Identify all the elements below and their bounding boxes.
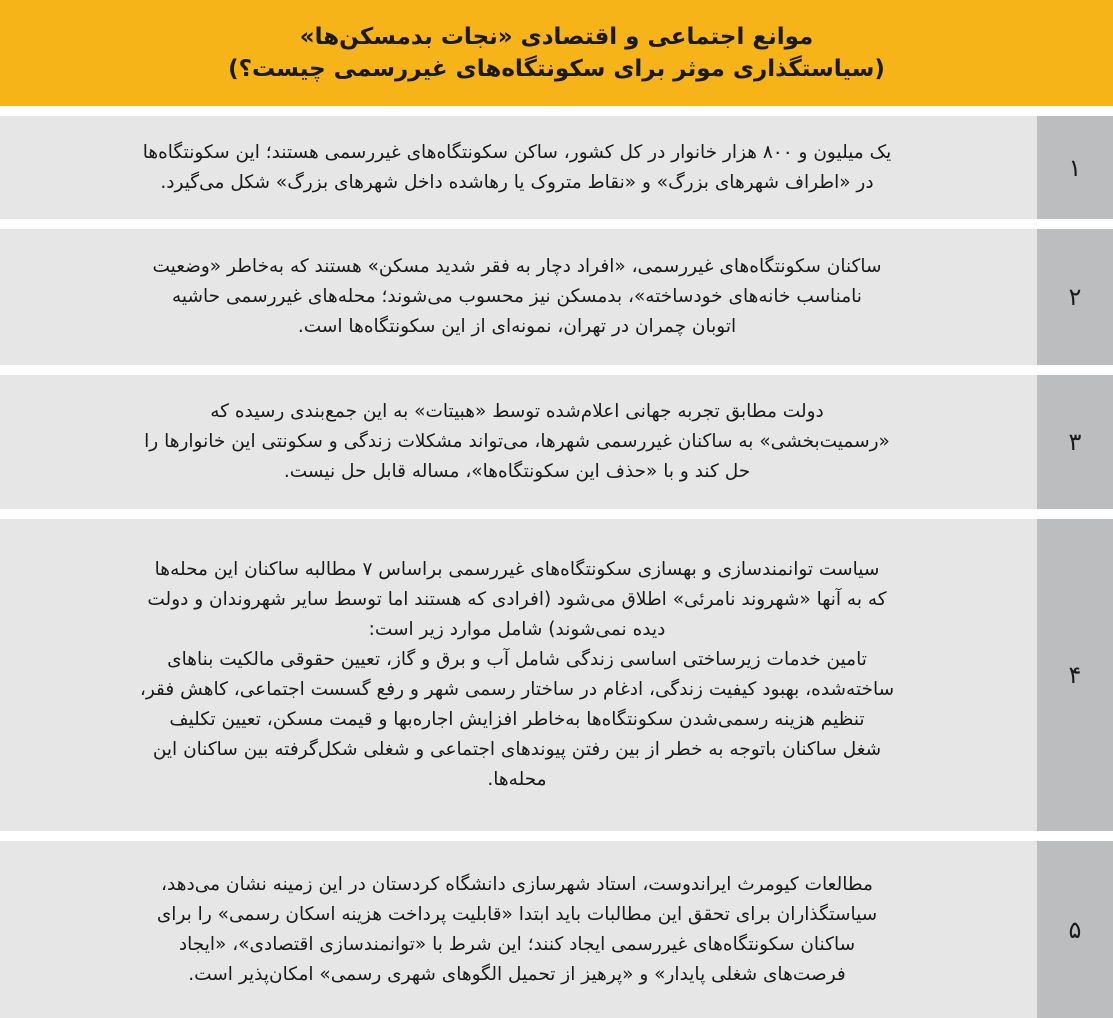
table-row <box>0 519 1113 831</box>
row-divider <box>0 219 1113 229</box>
row-number: ۲ <box>1037 229 1113 365</box>
row-content <box>8 116 1026 219</box>
row-text: دولت مطابق تجربه جهانی اعلام‌شده توسط «هبیتات» به این جمع‌بندی رسیده که «رسمیت‌بخشی» به ساکنان غیررسمی شهرها، می‌تواند مشکلات زندگی و سکونتی این خانوارها را حل کند و با «حذف این سکونتگاه‌ها»، مساله قابل حل نیست. <box>144 401 890 482</box>
table-row <box>0 841 1113 1018</box>
row-divider <box>0 106 1113 116</box>
row-number: ۱ <box>1037 116 1113 219</box>
row-text: مطالعات کیومرث ایراندوست، استاد شهرسازی دانشگاه کردستان در این زمینه نشان می‌دهد، سیاستگذاران برای تحقق این مطالبات باید ابتدا «قابلیت پرداخت هزینه اسکان رسمی» را برای ساکنان سکونتگاه‌های غیررسمی ایجاد کنند؛ این شرط با «توانمندسازی اقتصادی»، «ایجاد فرصت‌های شغلی پایدار» و «پرهیز از تحمیل الگوهای شهری رسمی» امکان‌پذیر است. <box>156 873 878 985</box>
row-content <box>8 841 1026 1018</box>
table-row <box>0 229 1113 365</box>
row-divider <box>0 831 1113 841</box>
title-line-1: موانع اجتماعی و اقتصادی «نجات بدمسکن‌ها» <box>299 24 814 50</box>
row-number: ۳ <box>1037 375 1113 509</box>
title-line-2: (سیاستگذاری موثر برای سکونتگاه‌های غیررسمی چیست؟) <box>228 56 885 82</box>
row-text: ساکنان سکونتگاه‌های غیررسمی، «افراد دچار به فقر شدید مسکن» هستند که به‌خاطر «وضعیت نامناسب خانه‌های خودساخته»، بدمسکن نیز محسوب می‌شوند؛ محله‌های غیررسمی حاشیه اتوبان چمران در تهران، نمونه‌ای از این سکونتگاه‌ها است. <box>152 256 882 337</box>
table-header <box>0 0 1113 106</box>
row-content <box>8 229 1026 365</box>
row-divider <box>0 365 1113 375</box>
row-content <box>8 519 1026 831</box>
row-divider <box>0 509 1113 519</box>
table-row <box>0 375 1113 509</box>
row-number: ۵ <box>1037 841 1113 1018</box>
row-text: یک میلیون و ۸۰۰ هزار خانوار در کل کشور، ساکن سکونتگاه‌های غیررسمی هستند؛ این سکونتگاه‌ها در «اطراف شهرهای بزرگ» و «نقاط متروک یا رهاشده داخل شهرهای بزرگ» شکل می‌گیرد. <box>142 141 892 193</box>
row-text: سیاست توانمندسازی و بهسازی سکونتگاه‌های غیررسمی براساس ۷ مطالبه ساکنان این محله‌ها که به آنها «شهروند نامرئی» اطلاق می‌شود (افرادی که هستند اما توسط سایر شهروندان و دولت دیده نمی‌شوند) شامل موارد زیر است: تامین خدمات زیرساختی اساسی زندگی شامل آب و برق و گاز، تعیین حقوقی مالکیت بناهای ساخته‌شده، بهبود کیفیت زندگی، ادغام در ساختار رسمی شهر و رفع گسست اجتماعی، کاهش فقر، تنظیم هزینه رسمی‌شدن سکونتگاه‌ها به‌خاطر افزایش اجاره‌بها و قیمت مسکن، تعیین تکلیف شغل ساکنان با‌توجه به خطر از بین رفتن پیوندهای اجتماعی و شغلی شکل‌گرفته بین ساکنان این محله‌ها. <box>139 559 895 790</box>
row-number: ۴ <box>1037 519 1113 831</box>
table-row <box>0 116 1113 219</box>
row-content <box>8 375 1026 509</box>
